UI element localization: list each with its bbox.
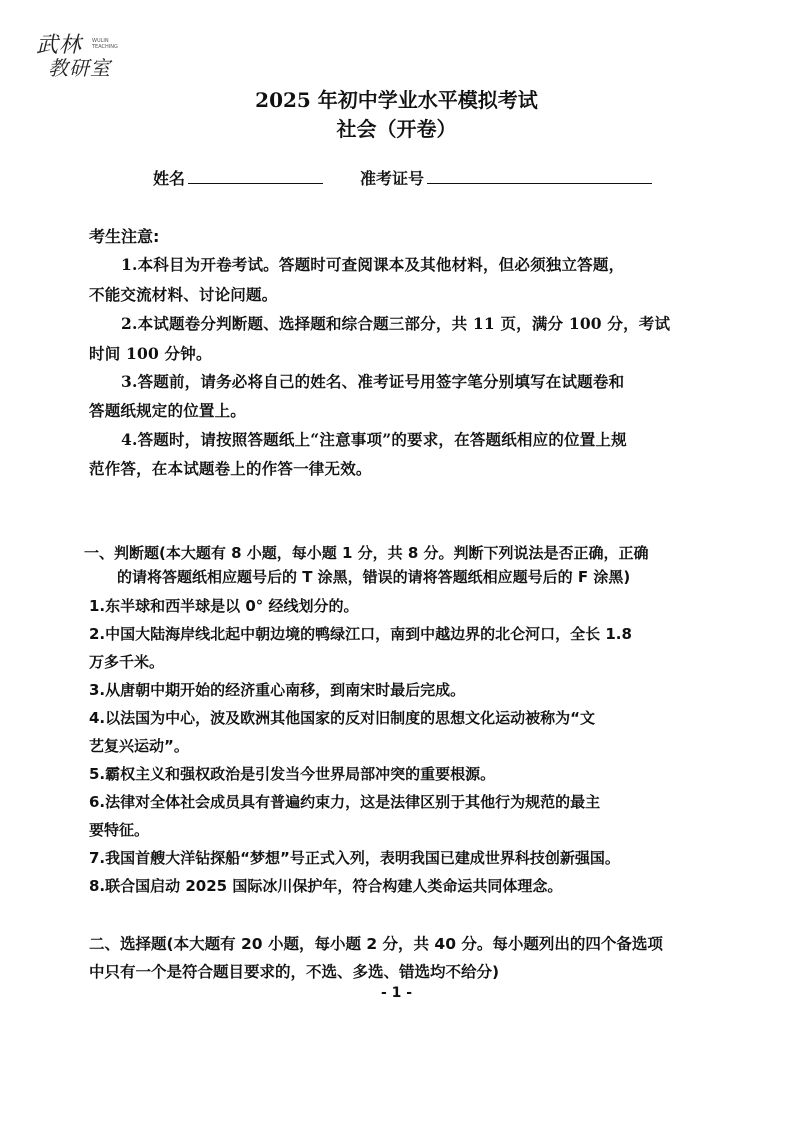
section2-heading-line1: 二、选择题(本大题有 20 小题，每小题 2 分，共 40 分。每小题列出的四个备选项	[89, 935, 663, 953]
question-7: 7.我国首艘大洋钻探船“梦想”号正式入列，表明我国已建成世界科技创新强国。	[89, 849, 620, 867]
question-6-line1: 6.法律对全体社会成员具有普遍约束力，这是法律区别于其他行为规范的最主	[89, 793, 601, 811]
question-2-line2: 万多千米。	[89, 653, 165, 671]
notice-item-2-line2: 时间 100 分钟。	[89, 344, 212, 363]
watermark-small-text: WULIN TEACHING	[92, 38, 118, 50]
notice-item-1-line1: 1.本科目为开卷考试。答题时可查阅课本及其他材料，但必须独立答题，	[121, 255, 625, 274]
watermark-logo	[34, 28, 124, 80]
question-8: 8.联合国启动 2025 国际冰川保护年，符合构建人类命运共同体理念。	[89, 877, 563, 895]
notice-item-3-line2: 答题纸规定的位置上。	[89, 401, 247, 420]
watermark-line1: 武林	[36, 33, 83, 58]
question-4-line2: 艺复兴运动”。	[89, 737, 189, 755]
ticket-blank	[427, 183, 652, 184]
notice-item-1-line2: 不能交流材料、讨论问题。	[89, 285, 278, 304]
name-blank	[188, 183, 323, 184]
question-5: 5.霸权主义和强权政治是引发当今世界局部冲突的重要根源。	[89, 765, 496, 783]
notice-heading: 考生注意:	[89, 227, 160, 246]
notice-item-3-line1: 3.答题前，请务必将自己的姓名、准考证号用签字笔分别填写在试题卷和	[121, 372, 625, 391]
question-2-line1: 2.中国大陆海岸线北起中朝边境的鸭绿江口，南到中越边界的北仑河口，全长 1.8	[89, 625, 632, 643]
ticket-label: 准考证号	[360, 169, 425, 188]
exam-title: 2025 年初中学业水平模拟考试	[255, 88, 538, 112]
notice-item-4-line1: 4.答题时，请按照答题纸上“注意事项”的要求，在答题纸相应的位置上规	[121, 430, 627, 449]
question-6-line2: 要特征。	[89, 821, 150, 839]
watermark-line2: 教研室	[48, 56, 111, 80]
notice-item-2-line1: 2.本试题卷分判断题、选择题和综合题三部分，共 11 页，满分 100 分，考试	[121, 314, 671, 333]
section2-heading-line2: 中只有一个是符合题目要求的，不选、多选、错选均不给分)	[89, 963, 500, 981]
notice-item-4-line2: 范作答，在本试题卷上的作答一律无效。	[89, 459, 372, 478]
section1-heading-line2: 的请将答题纸相应题号后的 T 涂黑，错误的请将答题纸相应题号后的 F 涂黑)	[117, 568, 631, 586]
page-number: - 1 -	[380, 985, 413, 1001]
question-3: 3.从唐朝中期开始的经济重心南移，到南宋时最后完成。	[89, 681, 466, 699]
exam-subtitle: 社会（开卷）	[336, 117, 457, 141]
section1-heading-line1: 一、判断题(本大题有 8 小题，每小题 1 分，共 8 分。判断下列说法是否正确，正确	[84, 544, 649, 562]
question-4-line1: 4.以法国为中心，波及欧洲其他国家的反对旧制度的思想文化运动被称为“文	[89, 709, 595, 727]
question-1: 1.东半球和西半球是以 0° 经线划分的。	[89, 597, 359, 615]
name-label: 姓名	[153, 169, 186, 188]
